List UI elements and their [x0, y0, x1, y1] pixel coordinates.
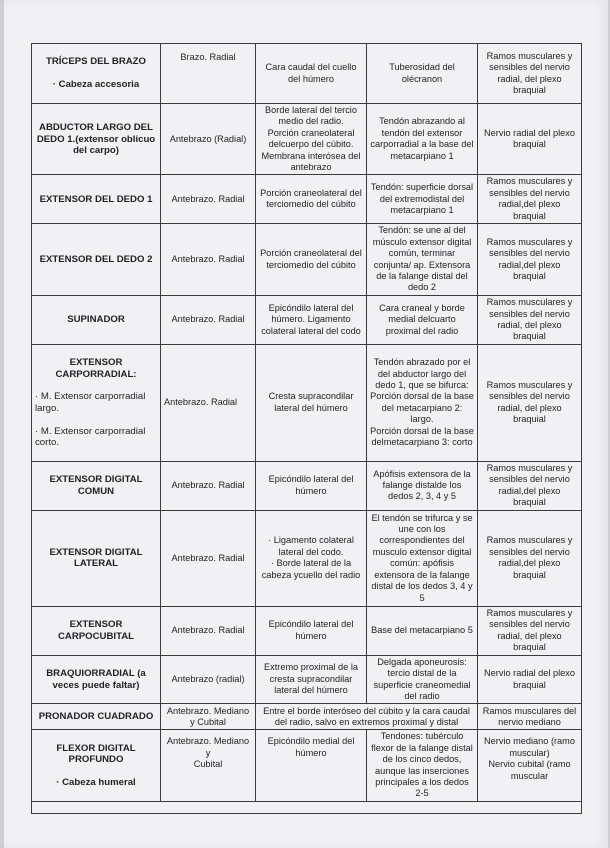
origin-cell: Extremo proximal de la cresta supracondilar lateral del húmero: [256, 655, 367, 704]
muscle-name: SUPINADOR: [32, 296, 161, 345]
origin-cell: Cara caudal del cuello del húmero: [256, 44, 367, 104]
muscle-name: EXTENSOR CARPORRADIAL: · M. Extensor carporradial largo. · M. Extensor carporradial corto.: [32, 344, 161, 461]
muscle-name: EXTENSOR DIGITAL LATERAL: [32, 510, 161, 606]
origin-cell: Epicóndilo medial del húmero: [256, 730, 367, 801]
origin-cell: Cresta supracondilar lateral del húmero: [256, 344, 367, 461]
origin-cell: Epicóndilo lateral del húmero: [256, 461, 367, 510]
muscle-name: TRÍCEPS DEL BRAZO · Cabeza accesoria: [32, 44, 161, 104]
insertion-cell: Tendón: se une al del músculo extensor digital común, terminar conjunta/ ap. Extensora de la falange distal del dedo 2: [367, 224, 478, 296]
region-cell: Brazo. Radial: [161, 44, 256, 104]
innervation-cell: Ramos musculares y sensibles del nervio radial,del plexo braquial: [478, 224, 582, 296]
region-cell: Antebrazo (Radial): [161, 104, 256, 175]
table-row: [32, 704, 582, 730]
origin-cell: Porción craneolateral del terciomedio del cúbito: [256, 175, 367, 224]
insertion-cell: Tuberosidad del olécranon: [367, 44, 478, 104]
muscle-name: ABDUCTOR LARGO DEL DEDO 1.(extensor oblicuo del carpo): [32, 104, 161, 175]
region-cell: Antebrazo. Radial: [161, 510, 256, 606]
region-cell: Antebrazo. Radial: [161, 224, 256, 296]
innervation-cell: Ramos musculares y sensibles del nervio radial, del plexo braquial: [478, 44, 582, 104]
table-row: [32, 175, 582, 224]
table-row: [32, 224, 582, 296]
origin-cell: · Ligamento colateral lateral del codo. · Borde lateral de la cabeza ycuello del radio: [256, 510, 367, 606]
insertion-cell: Tendones: tubérculo flexor de la falange distal de los cinco dedos, aunque las inserciones principales a los dedos 2-5: [367, 730, 478, 801]
table-row: [32, 606, 582, 655]
innervation-cell: Ramos musculares del nervio mediano: [478, 704, 582, 730]
insertion-cell: Base del metacarpiano 5: [367, 606, 478, 655]
table-row-empty: [32, 801, 582, 813]
region-cell: Antebrazo. Radial: [161, 606, 256, 655]
insertion-cell: Tendón abrazado por el del abductor largo del dedo 1, que se bifurca: Porción dorsal de la base del metacarpiano 2: largo. Porción dorsal de la base delmetacarpiano 3: corto: [367, 344, 478, 461]
innervation-cell: Ramos musculares y sensibles del nervio radial, del plexo braquial: [478, 344, 582, 461]
empty-cell: [32, 801, 582, 813]
muscle-table: [31, 43, 582, 814]
region-cell: Antebrazo. Mediano y Cubital: [161, 704, 256, 730]
table-row: [32, 510, 582, 606]
insertion-cell: Tendón abrazando al tendón del extensor carporradial a la base del metacarpiano 1: [367, 104, 478, 175]
table-row: [32, 461, 582, 510]
insertion-cell: Cara craneal y borde medial delcuarto proximal del radio: [367, 296, 478, 345]
innervation-cell: Ramos musculares y sensibles del nervio radial,del plexo braquial: [478, 510, 582, 606]
insertion-cell: Tendón: superficie dorsal del extremodistal del metacarpiano 1: [367, 175, 478, 224]
muscle-name: EXTENSOR DIGITAL COMUN: [32, 461, 161, 510]
region-cell: Antebrazo. Mediano y Cubital: [161, 730, 256, 801]
innervation-cell: Ramos musculares y sensibles del nervio radial, del plexo braquial: [478, 296, 582, 345]
muscle-name: PRONADOR CUADRADO: [32, 704, 161, 730]
region-cell: Antebrazo. Radial: [161, 461, 256, 510]
insertion-cell: El tendón se trifurca y se une con los correspondientes del musculo extensor digital común: apófisis extensora de la falange distal de los dedos 3, 4 y 5: [367, 510, 478, 606]
origin-cell: Borde lateral del tercio medio del radio. Porción craneolateral delcuerpo del cúbito. Membrana interósea del antebrazo: [256, 104, 367, 175]
innervation-cell: Nervio mediano (ramo muscular) Nervio cubital (ramo muscular: [478, 730, 582, 801]
region-cell: Antebrazo. Radial: [161, 296, 256, 345]
innervation-cell: Ramos musculares y sensibles del nervio radial,del plexo braquial: [478, 461, 582, 510]
table-row: [32, 44, 582, 104]
region-cell: Antebrazo. Radial: [161, 344, 256, 461]
innervation-cell: Nervio radial del plexo braquial: [478, 655, 582, 704]
innervation-cell: Ramos musculares y sensibles del nervio radial,del plexo braquial: [478, 175, 582, 224]
muscle-name: BRAQUIORRADIAL (a veces puede faltar): [32, 655, 161, 704]
insertion-cell: Apófisis extensora de la falange distalde los dedos 2, 3, 4 y 5: [367, 461, 478, 510]
innervation-cell: Ramos musculares y sensibles del nervio radial, del plexo braquial: [478, 606, 582, 655]
table-row: [32, 655, 582, 704]
document-page: [4, 0, 608, 848]
table-row: [32, 344, 582, 461]
origin-cell: Epicóndilo lateral del húmero: [256, 606, 367, 655]
origin-insertion-cell: Entre el borde interóseo del cúbito y la cara caudal del radio, salvo en extremos proximal y distal: [256, 704, 478, 730]
origin-cell: Porción craneolateral del terciomedio del cúbito: [256, 224, 367, 296]
table-row: [32, 730, 582, 801]
table-row: [32, 104, 582, 175]
origin-cell: Epicóndilo lateral del húmero. Ligamento colateral lateral del codo: [256, 296, 367, 345]
muscle-name: EXTENSOR CARPOCUBITAL: [32, 606, 161, 655]
region-cell: Antebrazo (radial): [161, 655, 256, 704]
muscle-name: FLEXOR DIGITAL PROFUNDO · Cabeza humeral: [32, 730, 161, 801]
muscle-name: EXTENSOR DEL DEDO 1: [32, 175, 161, 224]
muscle-name: EXTENSOR DEL DEDO 2: [32, 224, 161, 296]
table-row: [32, 296, 582, 345]
innervation-cell: Nervio radial del plexo braquial: [478, 104, 582, 175]
insertion-cell: Delgada aponeurosis: tercio distal de la superficie craneomedial del radio: [367, 655, 478, 704]
region-cell: Antebrazo. Radial: [161, 175, 256, 224]
